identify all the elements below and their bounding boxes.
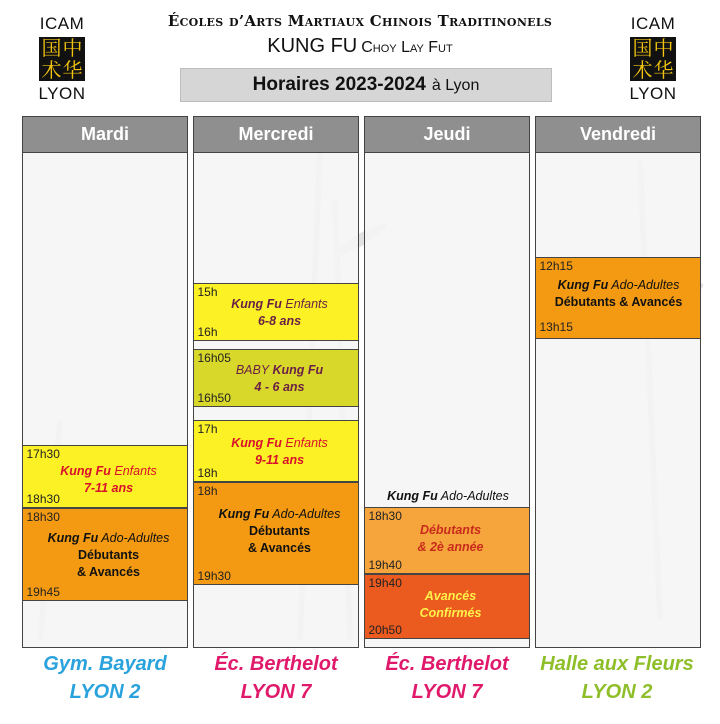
venue-name: Gym. Bayard — [43, 653, 167, 675]
start-time: 17h30 — [26, 447, 60, 461]
start-time: 12h15 — [539, 259, 573, 273]
icam-logo-left — [34, 14, 90, 104]
course-level: Avancés — [424, 589, 477, 603]
course-name: Kung Fu — [47, 531, 99, 545]
slot-jeudi-debutants — [364, 507, 530, 574]
course-level: & Avancés — [248, 541, 311, 555]
slot-label — [379, 588, 523, 622]
end-time: 18h — [197, 466, 218, 480]
course-age: 9-11 ans — [254, 453, 305, 467]
venue-city: LYON 7 — [240, 681, 312, 703]
end-time: 16h50 — [197, 391, 231, 405]
end-time: 19h30 — [197, 569, 231, 583]
logo-abbr: ICAM — [39, 14, 85, 33]
day-header: Mardi — [23, 117, 187, 153]
end-time: 19h45 — [26, 585, 60, 599]
jeudi-course-heading — [365, 489, 531, 503]
logo-abbr: ICAM — [630, 14, 676, 33]
course-name: Kung Fu — [231, 436, 282, 450]
slot-mercredi-enfants-9-11 — [193, 420, 359, 482]
start-time: 19h40 — [368, 576, 402, 590]
slot-mardi-adultes — [22, 508, 188, 601]
icam-logo-right — [625, 14, 681, 104]
end-time: 13h15 — [539, 320, 573, 334]
course-group: Ado-Adultes — [608, 278, 680, 292]
end-time: 20h50 — [368, 623, 402, 637]
start-time: 17h — [197, 422, 218, 436]
column-mardi — [22, 116, 188, 648]
venue-mardi — [10, 650, 200, 706]
venue-name: Éc. Berthelot — [385, 653, 509, 675]
end-time: 16h — [197, 325, 218, 339]
school-title: Écoles d’Arts Martiaux Chinois Traditinonels — [167, 12, 553, 30]
seal-glyph: 华 — [653, 58, 674, 81]
venue-city: LYON 2 — [69, 681, 141, 703]
logo-city: LYON — [38, 84, 86, 103]
slot-jeudi-avances — [364, 574, 530, 639]
day-header: Vendredi — [536, 117, 700, 153]
course-group: Ado-Adultes — [98, 531, 170, 545]
course-group: Ado-Adultes — [437, 489, 509, 503]
discipline-sub: Choy Lay Fut — [361, 39, 453, 56]
end-time: 19h40 — [368, 558, 402, 572]
start-time: 18h30 — [368, 509, 402, 523]
logo-seal-icon — [630, 37, 676, 81]
venue-mercredi — [181, 650, 371, 706]
course-group: Enfants — [281, 436, 328, 450]
venue-city: LYON 2 — [581, 681, 653, 703]
column-vendredi — [535, 116, 701, 648]
slot-label — [379, 522, 523, 556]
venue-name: Halle aux Fleurs — [540, 653, 694, 675]
schedule-title: Horaires 2023-2024 — [252, 74, 426, 95]
slot-label — [208, 506, 352, 557]
course-name: Kung Fu — [231, 297, 282, 311]
course-name: Kung Fu — [218, 507, 270, 521]
column-jeudi — [364, 116, 530, 648]
slot-label — [544, 277, 694, 311]
logo-city: LYON — [629, 84, 677, 103]
seal-glyph: 中 — [62, 37, 83, 60]
venue-vendredi — [522, 650, 712, 706]
course-name: Kung Fu — [272, 363, 324, 377]
course-name: Kung Fu — [387, 489, 438, 503]
course-level: Débutants — [419, 523, 482, 537]
slot-label — [37, 530, 181, 581]
venue-jeudi — [352, 650, 542, 706]
course-prefix: BABY — [235, 363, 273, 377]
slot-mercredi-enfants-6-8 — [193, 283, 359, 341]
day-header: Mercredi — [194, 117, 358, 153]
discipline-main: KUNG FU — [267, 35, 358, 57]
slot-label — [208, 296, 352, 330]
course-level: Débutants — [77, 548, 140, 562]
course-age: 6-8 ans — [257, 314, 302, 328]
day-header: Jeudi — [365, 117, 529, 153]
start-time: 16h05 — [197, 351, 231, 365]
venue-city: LYON 7 — [411, 681, 483, 703]
seal-glyph: 国 — [41, 37, 62, 60]
start-time: 18h — [197, 484, 218, 498]
course-level: & 2è année — [417, 540, 484, 554]
course-age: 7-11 ans — [83, 481, 134, 495]
course-name: Kung Fu — [557, 278, 609, 292]
slot-mercredi-baby — [193, 349, 359, 407]
course-group: Enfants — [110, 464, 157, 478]
end-time: 18h30 — [26, 492, 60, 506]
course-level: Confirmés — [419, 606, 482, 620]
course-level: Débutants & Avancés — [554, 295, 683, 309]
discipline-title — [100, 35, 620, 58]
seal-glyph: 术 — [632, 58, 653, 81]
venue-name: Éc. Berthelot — [214, 653, 338, 675]
seal-glyph: 中 — [653, 37, 674, 60]
schedule-city: à Lyon — [431, 77, 480, 94]
course-group: Enfants — [281, 297, 328, 311]
start-time: 18h30 — [26, 510, 60, 524]
start-time: 15h — [197, 285, 218, 299]
schedule-title-bar — [180, 68, 552, 102]
slot-vendredi-adultes — [535, 257, 701, 339]
seal-glyph: 术 — [41, 58, 62, 81]
course-level: Débutants — [248, 524, 311, 538]
slot-label — [208, 435, 352, 469]
course-group: Ado-Adultes — [269, 507, 341, 521]
course-name: Kung Fu — [60, 464, 111, 478]
column-mercredi — [193, 116, 359, 648]
seal-glyph: 国 — [632, 37, 653, 60]
course-age: 4 - 6 ans — [254, 380, 305, 394]
course-level: & Avancés — [77, 565, 140, 579]
seal-glyph: 华 — [62, 58, 83, 81]
slot-mardi-enfants — [22, 445, 188, 508]
slot-mercredi-adultes — [193, 482, 359, 585]
logo-seal-icon — [39, 37, 85, 81]
